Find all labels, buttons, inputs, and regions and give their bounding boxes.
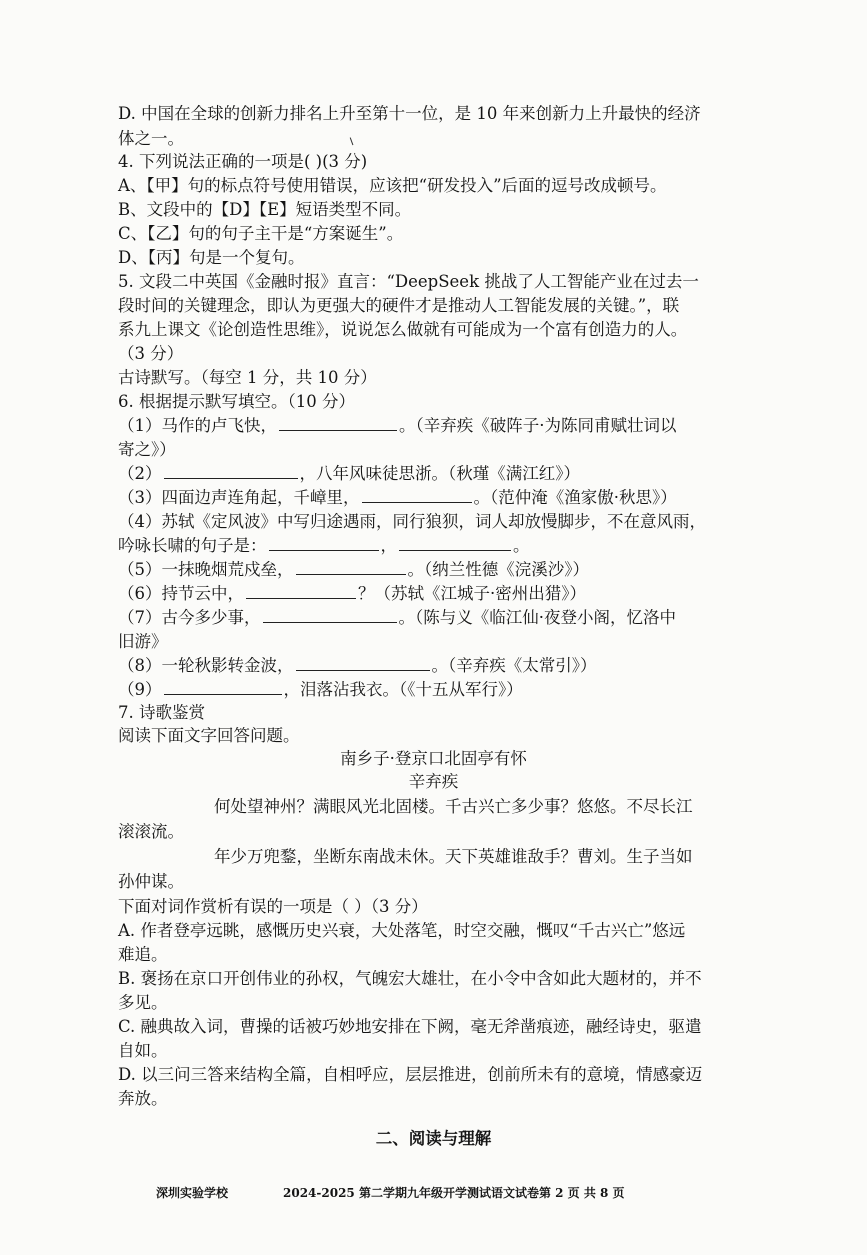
question-5: 5. 文段二中英国《金融时报》直言：“DeepSeek 挑战了人工智能产业在过去一 [118,272,699,291]
footer-page-info: 2024-2025 第二学期九年级开学测试语文试卷第 2 页 共 8 页 [283,1186,625,1200]
q4-option-b: B、文段中的【D】【E】短语类型不同。 [118,200,412,219]
question-6: 6. 根据提示默写填空。（10 分） [118,392,355,411]
answer-blank-4b[interactable] [399,536,511,551]
q6-item-1-cont: 寄之》） [118,440,176,459]
answer-blank-2[interactable] [164,464,298,479]
option-d-cont: 体之一。 [118,129,184,148]
q6-item-9: （9） ，泪落沾我衣。（《十五从军行》） [118,680,523,699]
poetry-dictation-heading: 古诗默写。（每空 1 分，共 10 分） [118,368,377,387]
answer-blank-4a[interactable] [269,536,379,551]
q6-item-4: （4）苏轼《定风波》中写归途遇雨，同行狼狈，词人却放慢脚步，不在意风雨， [118,512,706,531]
q7-option-c: C. 融典故入词，曹操的话被巧妙地安排在下阙，毫无斧凿痕迹，融经诗史，驱遣 [118,1017,702,1036]
q6-item-4-cont: 吟咏长啸的句子是： ， 。 [118,536,530,555]
q6-item-8: （8）一轮秋影转金波， 。（辛弃疾《太常引》） [118,656,597,675]
q6-item-2: （2） ，八年风味徒思浙。（秋瑾《满江红》） [118,464,580,483]
question-5-line3: 系九上课文《论创造性思维》，说说怎么做就有可能成为一个富有创造力的人。 [118,320,688,339]
question-7: 7. 诗歌鉴赏 [118,703,205,722]
answer-blank-9[interactable] [164,680,282,695]
q6-item-6: （6）持节云中， ？（苏轼《江城子·密州出猎》） [118,584,586,603]
q6-item-5: （5）一抹晚烟荒戍垒， 。（纳兰性德《浣溪沙》） [118,560,589,579]
question-4: 4. 下列说法正确的一项是( )(3 分) [118,152,368,171]
q6-item-1: （1）马作的卢飞快， 。（辛弃疾《破阵子·为陈同甫赋壮词以 [118,416,677,435]
reading-instruction: 阅读下面文字回答问题。 [118,726,300,745]
poem-author: 辛弃疾 [408,772,459,791]
footer-school: 深圳实验学校 [156,1186,229,1200]
answer-blank-8[interactable] [296,656,430,671]
question-5-score: （3 分） [118,344,184,363]
q7-option-d: D. 以三问三答来结构全篇，自相呼应，层层推进，创前所未有的意境，情感豪迈 [118,1065,703,1084]
poem-line-1: 何处望神州？满眼风光北固楼。千古兴亡多少事？悠悠。不尽长江 [214,797,693,816]
q6-item-7: （7）古今多少事， 。（陈与义《临江仙·夜登小阁，忆洛中 [118,608,676,627]
q4-option-d: D、【丙】句是一个复句。 [118,248,305,267]
q7-option-d-cont: 奔放。 [118,1089,168,1108]
poem-line-3: 年少万兜鍪，坐断东南战未休。天下英雄谁敌手？曹刘。生子当如 [214,847,693,866]
answer-blank-6[interactable] [246,584,356,599]
poem-line-2: 滚滚流。 [118,822,184,841]
option-d-text: D. 中国在全球的创新力排名上升至第十一位，是 10 年来创新力上升最快的经济 [118,104,701,123]
question-5-line2: 段时间的关键理念，即认为更强大的硬件才是推动人工智能发展的关键。”，联 [118,296,680,315]
q6-item-7-cont: 旧游》 [118,632,168,651]
q7-option-c-cont: 自如。 [118,1041,168,1060]
q4-option-c: C、【乙】句的句子主干是“方案诞生”。 [118,224,404,243]
answer-blank-5[interactable] [296,560,406,575]
q7-prompt: 下面对词作赏析有误的一项是（ ）（3 分） [118,897,428,916]
answer-blank-1[interactable] [279,416,397,431]
poem-line-4: 孙仲谋。 [118,872,184,891]
q7-option-a: A. 作者登亭远眺，感慨历史兴衰，大处落笔，时空交融，慨叹“千古兴亡”悠远 [118,921,686,940]
poem-title: 南乡子·登京口北固亭有怀 [340,749,527,768]
q7-option-b-cont: 多见。 [118,993,168,1012]
section-heading: 二、阅读与理解 [375,1129,492,1148]
q4-option-a: A、【甲】句的标点符号使用错误，应该把“研发投入”后面的逗号改成顿号。 [118,176,667,195]
answer-blank-3[interactable] [362,488,472,503]
q7-option-b: B. 褒扬在京口开创伟业的孙权，气魄宏大雄壮，在小令中含如此大题材的，并不 [118,969,702,988]
q6-item-3: （3）四面边声连角起，千嶂里， 。（范仲淹《渔家傲·秋思》） [118,488,677,507]
answer-blank-7[interactable] [263,608,397,623]
q7-option-a-cont: 难追。 [118,945,168,964]
